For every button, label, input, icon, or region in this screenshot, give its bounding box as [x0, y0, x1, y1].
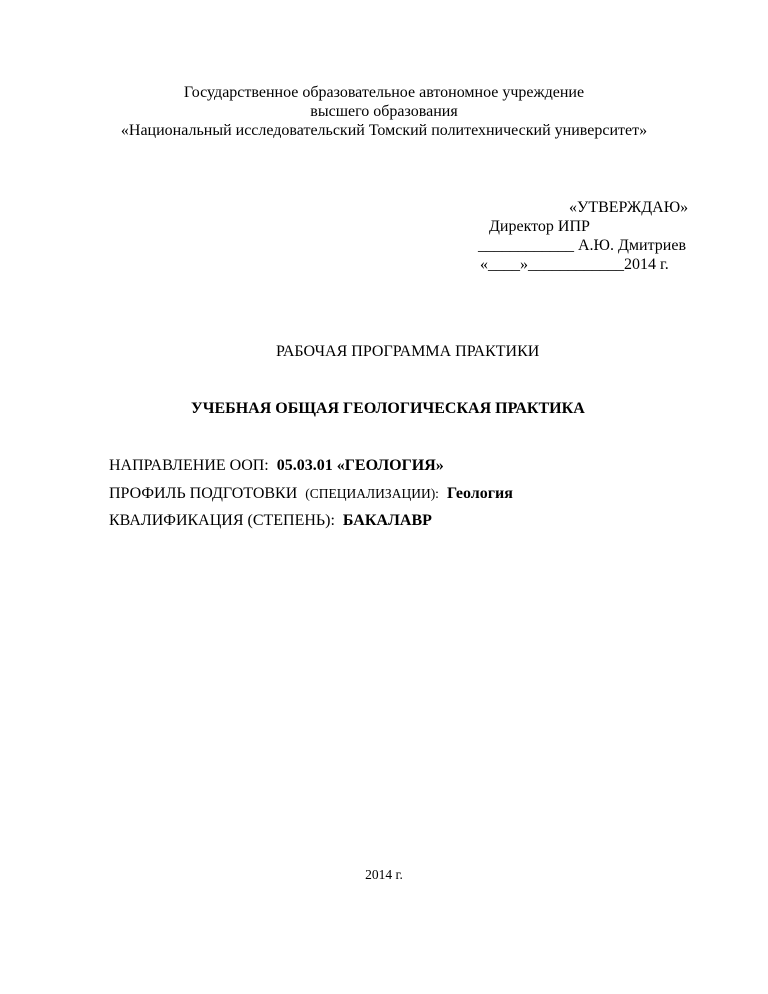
header-line-university-name: «Национальный исследовательский Томский политехнический университет» — [120, 122, 648, 139]
approval-title: «УТВЕРЖДАЮ» — [569, 199, 689, 216]
approval-date-line: «____»____________2014 г. — [480, 256, 669, 273]
profile-value: Геология — [446, 485, 513, 502]
direction-row — [109, 457, 444, 475]
document-name: УЧЕБНАЯ ОБЩАЯ ГЕОЛОГИЧЕСКАЯ ПРАКТИКА — [191, 400, 585, 417]
qualification-label: КВАЛИФИКАЦИЯ (СТЕПЕНЬ): — [109, 512, 335, 529]
header-line-institution-type: Государственное образовательное автономное учреждение — [183, 84, 585, 101]
footer-year: 2014 г. — [365, 867, 403, 882]
qualification-value: БАКАЛАВР — [342, 512, 432, 529]
profile-label: ПРОФИЛЬ ПОДГОТОВКИ — [109, 485, 298, 502]
approval-position: Директор ИПР — [489, 218, 590, 235]
document-type: РАБОЧАЯ ПРОГРАММА ПРАКТИКИ — [276, 343, 540, 360]
profile-sublabel: (СПЕЦИАЛИЗАЦИИ): — [305, 486, 439, 501]
header-line-education-level: высшего образования — [310, 103, 458, 120]
profile-row — [109, 485, 513, 503]
approval-signature-line: ____________ А.Ю. Дмитриев — [478, 237, 687, 254]
qualification-row — [109, 512, 432, 530]
direction-value: 05.03.01 «ГЕОЛОГИЯ» — [276, 457, 444, 474]
direction-label: НАПРАВЛЕНИЕ ООП: — [109, 457, 269, 474]
